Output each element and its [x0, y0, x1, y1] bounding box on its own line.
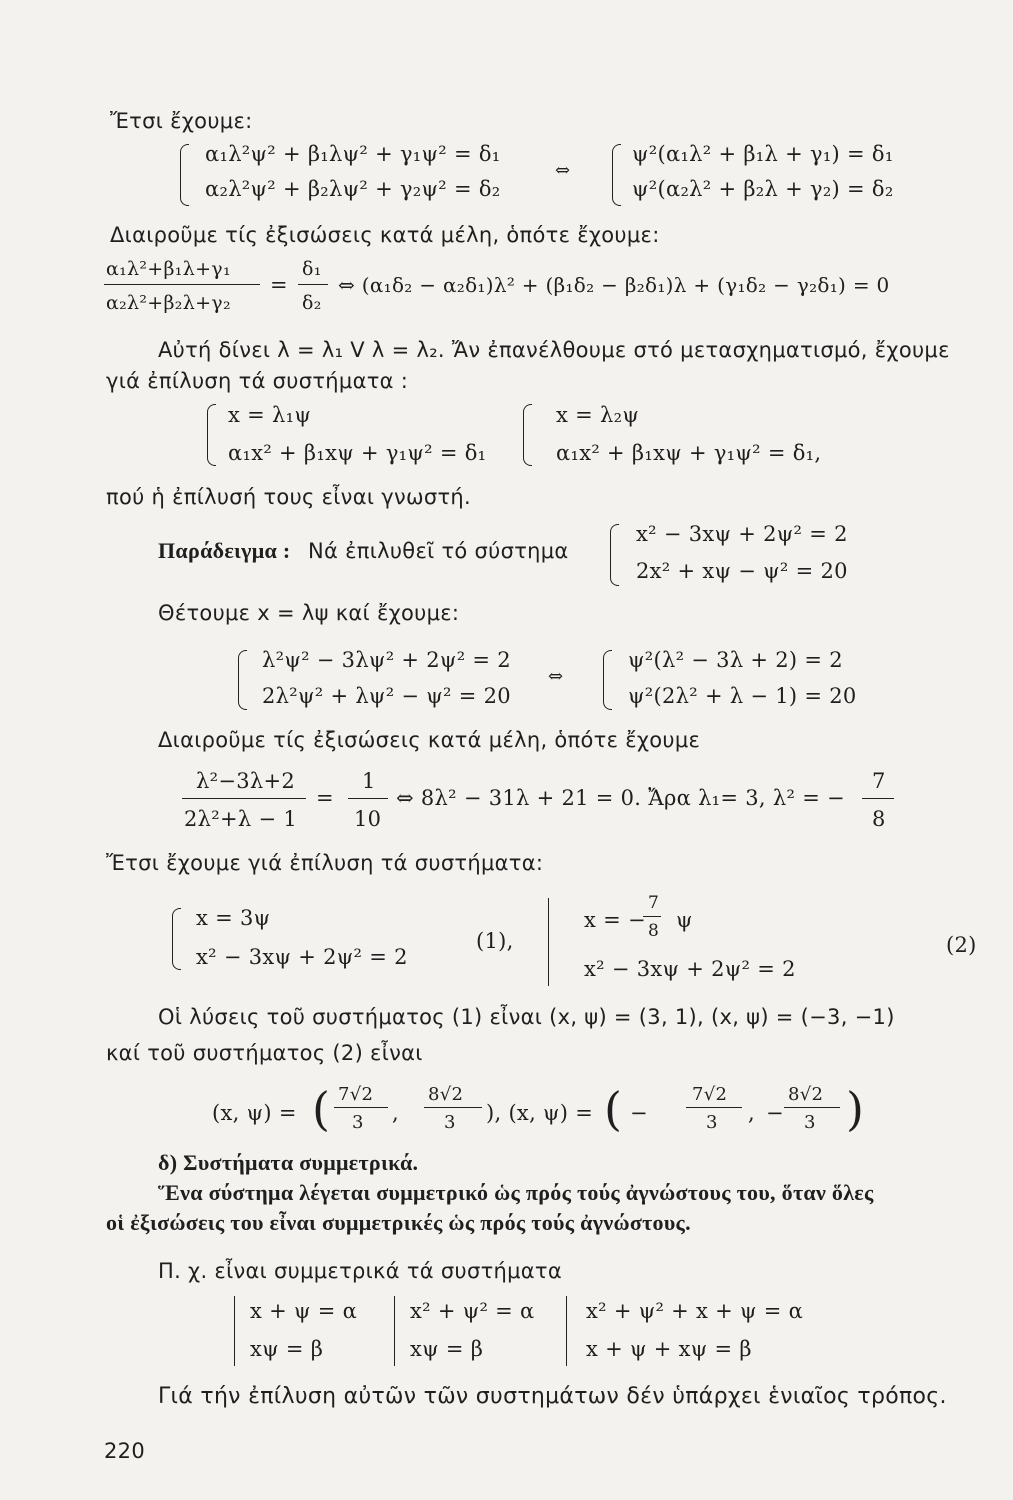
- eq-line: x + ψ + xψ = β: [586, 1337, 752, 1361]
- text-line: πού ἡ ἐπίλυσή τους εἶναι γνωστή.: [106, 485, 472, 509]
- text-line: Θέτουμε x = λψ καί ἔχουμε:: [158, 601, 460, 625]
- brace: [612, 144, 621, 206]
- paren-open: (: [312, 1082, 330, 1136]
- eq-line: x = λ₁ψ: [228, 403, 312, 427]
- eq-line: α₁λ²ψ² + β₁λψ² + γ₁ψ² = δ₁: [205, 142, 501, 166]
- eq-line: ψ²(α₁λ² + β₁λ + γ₁) = δ₁: [632, 142, 894, 166]
- eq-line: x + ψ = α: [250, 1299, 358, 1323]
- eq-line: x = 3ψ: [196, 906, 271, 930]
- fraction-bar: [862, 798, 894, 799]
- text-line: καί τοῦ συστήματος (2) εἶναι: [106, 1041, 423, 1065]
- eq-line: ), (x, ψ) =: [486, 1101, 594, 1125]
- eq-line: ⇔ 8λ² − 31λ + 21 = 0. Ἄρα λ₁= 3, λ² = −: [396, 786, 845, 810]
- equiv-symbol: ⇔: [548, 666, 564, 687]
- minus-sign: −: [630, 1101, 648, 1125]
- fraction-denominator: 10: [354, 807, 382, 831]
- eq-line: ψ²(α₂λ² + β₂λ + γ₂) = δ₂: [632, 177, 894, 201]
- fraction-denominator: 3: [804, 1112, 816, 1133]
- fraction-numerator: 7√2: [338, 1084, 374, 1105]
- example-label: Παράδειγμα :: [158, 538, 291, 563]
- text-line: γιά ἐπίλυση τά συστήματα :: [106, 369, 409, 393]
- eq-line: xψ = β: [410, 1337, 484, 1361]
- fraction-bar: [643, 916, 661, 917]
- fraction-denominator: α₂λ²+β₂λ+γ₂: [106, 292, 231, 314]
- fraction-denominator: 3: [444, 1112, 456, 1133]
- eq-line: 2λ²ψ² + λψ² − ψ² = 20: [262, 684, 511, 708]
- eq-line: α₁x² + β₁xψ + γ₁ψ² = δ₁: [228, 441, 487, 465]
- fraction-denominator: 8: [872, 807, 886, 831]
- brace: [238, 650, 247, 710]
- eq-line: ψ: [676, 908, 693, 932]
- system-bar: [234, 1296, 235, 1366]
- system-label: (1),: [476, 929, 514, 953]
- paren-open: (: [604, 1082, 622, 1136]
- intro-line: Ἔτσι ἔχουμε:: [110, 109, 253, 133]
- page-number: 220: [104, 1439, 145, 1463]
- eq-line: x² + ψ² = α: [410, 1299, 535, 1323]
- text-line: Ἔτσι ἔχουμε γιά ἐπίλυση τά συστήματα:: [106, 851, 544, 875]
- eq-line: x = λ₂ψ: [556, 403, 640, 427]
- fraction-numerator: α₁λ²+β₁λ+γ₁: [106, 258, 231, 280]
- text-line: Διαιροῦμε τίς ἐξισώσεις κατά μέλη, ὁπότε ἔχουμε: [158, 728, 701, 752]
- fraction-bar: [182, 798, 306, 799]
- brace: [172, 908, 181, 970]
- brace: [610, 524, 619, 586]
- definition-line: οἱ ἐξισώσεις του εἶναι συμμετρικές ὡς πρός τούς ἀγνώστους.: [106, 1210, 691, 1235]
- text-line: Διαιροῦμε τίς ἐξισώσεις κατά μέλη, ὁπότε ἔχουμε:: [110, 223, 660, 247]
- eq-line: α₂λ²ψ² + β₂λψ² + γ₂ψ² = δ₂: [205, 177, 501, 201]
- eq-line: x² − 3xψ + 2ψ² = 2: [636, 522, 848, 546]
- eq-line: λ²ψ² − 3λψ² + 2ψ² = 2: [262, 648, 511, 672]
- fraction-denominator: 8: [648, 921, 660, 941]
- brace: [523, 404, 532, 466]
- brace: [180, 144, 189, 206]
- fraction-bar: [784, 1107, 840, 1108]
- system-bar: [548, 898, 549, 986]
- fraction-numerator: 8√2: [428, 1084, 464, 1105]
- eq-line: ψ²(2λ² + λ − 1) = 20: [628, 684, 857, 708]
- eq-line: ⇔ (α₁δ₂ − α₂δ₁)λ² + (β₁δ₂ − β₂δ₁)λ + (γ₁δ₂ − γ₂δ₁) = 0: [338, 273, 890, 297]
- equiv-symbol: ⇔: [555, 160, 571, 181]
- comma: ,: [748, 1101, 755, 1125]
- section-heading: δ) Συστήματα συμμετρικά.: [158, 1150, 419, 1175]
- brace: [603, 650, 612, 710]
- fraction-numerator: 7: [648, 893, 660, 913]
- brace: [207, 404, 216, 466]
- fraction-bar: [424, 1107, 482, 1108]
- fraction-numerator: 7: [872, 769, 886, 793]
- fraction-bar: [104, 284, 260, 285]
- equals-sign: =: [270, 273, 288, 297]
- minus-sign: −: [766, 1101, 784, 1125]
- eq-line: x = −: [584, 908, 646, 932]
- fraction-numerator: δ₁: [302, 258, 322, 280]
- text-line: Αὐτή δίνει λ = λ₁ V λ = λ₂. Ἄν ἐπανέλθουμε στό μετασχηματισμό, ἔχουμε: [158, 338, 950, 362]
- eq-line: x² + ψ² + x + ψ = α: [586, 1299, 804, 1323]
- system-bar: [566, 1296, 567, 1366]
- fraction-denominator: 2λ²+λ − 1: [184, 807, 298, 831]
- eq-line: x² − 3xψ + 2ψ² = 2: [196, 945, 408, 969]
- comma: ,: [392, 1101, 399, 1125]
- equals-sign: =: [316, 786, 334, 810]
- paren-close: ): [846, 1082, 864, 1136]
- system-label: (2): [946, 933, 977, 957]
- fraction-numerator: 8√2: [788, 1084, 824, 1105]
- text-line: Γιά τήν ἐπίλυση αὐτῶν τῶν συστημάτων δέν ὑπάρχει ἑνιαῖος τρόπος.: [158, 1384, 947, 1409]
- fraction-bar: [298, 284, 328, 285]
- fraction-denominator: 3: [706, 1112, 718, 1133]
- fraction-numerator: 7√2: [692, 1084, 728, 1105]
- fraction-bar: [686, 1107, 742, 1108]
- fraction-bar: [348, 798, 388, 799]
- fraction-denominator: δ₂: [302, 292, 322, 314]
- fraction-bar: [334, 1107, 388, 1108]
- definition-line: Ἕνα σύστημα λέγεται συμμετρικό ὡς πρός τούς ἀγνώστους του, ὅταν ὅλες: [158, 1180, 874, 1205]
- text-line: Οἱ λύσεις τοῦ συστήματος (1) εἶναι (x, ψ) = (3, 1), (x, ψ) = (−3, −1): [158, 1005, 895, 1029]
- system-bar: [394, 1296, 395, 1366]
- eq-line: α₁x² + β₁xψ + γ₁ψ² = δ₁,: [556, 441, 822, 465]
- eq-line: xψ = β: [250, 1337, 324, 1361]
- fraction-numerator: 1: [362, 769, 376, 793]
- text-line: Π. χ. εἶναι συμμετρικά τά συστήματα: [158, 1259, 563, 1283]
- eq-line: 2x² + xψ − ψ² = 20: [636, 559, 848, 583]
- eq-line: (x, ψ) =: [212, 1101, 297, 1125]
- text-line: Νά ἐπιλυθεῖ τό σύστημα: [308, 539, 569, 563]
- eq-line: ψ²(λ² − 3λ + 2) = 2: [628, 648, 843, 672]
- fraction-numerator: λ²−3λ+2: [196, 769, 296, 793]
- fraction-denominator: 3: [352, 1112, 364, 1133]
- eq-line: x² − 3xψ + 2ψ² = 2: [584, 957, 796, 981]
